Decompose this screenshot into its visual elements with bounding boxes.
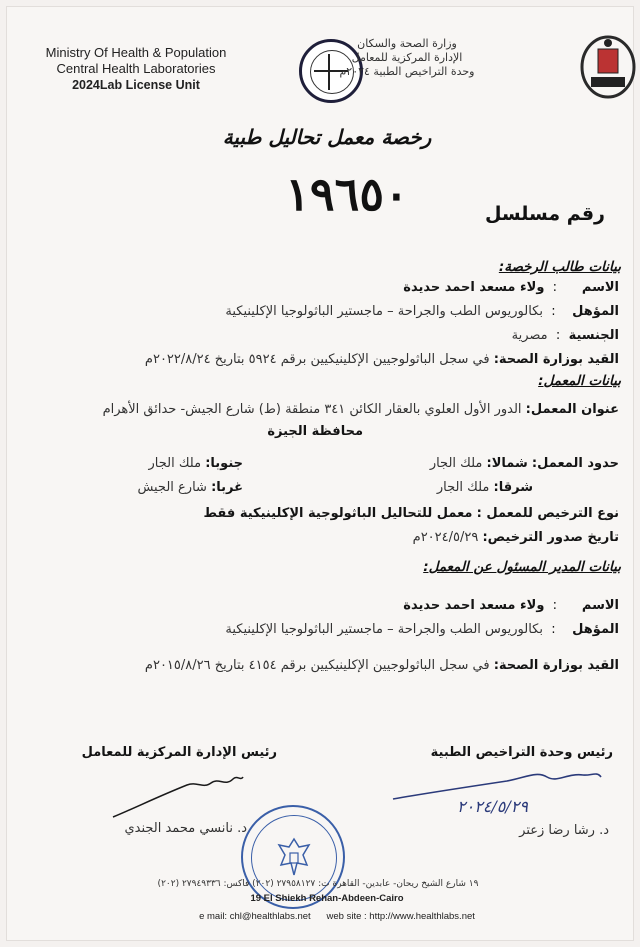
director-registration-value: في سجل الباثولوجيين الإكلينيكيين برقم ٤١٥٤ بتاريخ ٢٠١٥/٨/٢٦م xyxy=(144,658,490,673)
applicant-qual-label: المؤهل xyxy=(572,304,619,319)
lab-governorate: محافظة الجيزة xyxy=(267,424,363,439)
applicant-qual-value: بكالوريوس الطب والجراحة – ماجستير الباثولوجيا الإكلينيكية xyxy=(225,304,543,319)
director-name-label: الاسم xyxy=(581,598,619,613)
left-signatory-title: رئيس الإدارة المركزية للمعامل xyxy=(81,745,277,760)
right-signatory-title: رئيس وحدة التراخيص الطبية xyxy=(430,745,613,760)
license-date-row xyxy=(19,529,619,547)
applicant-name-value: ولاء مسعد احمد حديدة xyxy=(403,280,545,295)
unit-label: Lab License Unit xyxy=(99,78,200,92)
director-registration-label: القيد بوزارة الصحة: xyxy=(493,658,619,673)
lab-bounds-label: حدود المعمل: xyxy=(531,456,619,471)
document-title: رخصة معمل تحاليل طبية xyxy=(222,125,432,149)
applicant-registration-row xyxy=(19,351,619,369)
unit-name-ar: وحدة التراخيص الطبية ٢٠٢٤م xyxy=(339,65,475,78)
south-value: ملك الجار xyxy=(148,456,202,471)
license-date-value: ٢٠٢٤/٥/٢٩م xyxy=(412,530,479,545)
right-signature-date: ٢٠٢٤/٥/٢٩ xyxy=(457,797,528,816)
footer-website[interactable]: web site : http://www.healthlabs.net xyxy=(326,911,475,922)
south-label: جنوبا: xyxy=(205,456,243,471)
applicant-name-label: الاسم xyxy=(581,280,619,295)
unit-name-en xyxy=(41,77,231,93)
lab-address-label: عنوان المعمل: xyxy=(525,402,619,417)
director-qual-row: المؤهل : بكالوريوس الطب والجراحة – ماجستير الباثولوجيا الإكلينيكية xyxy=(225,622,619,637)
license-type-value: معمل للتحاليل الباثولوجية الإكلينيكية فقط xyxy=(203,506,473,521)
director-name-row: الاسم : ولاء مسعد احمد حديدة xyxy=(403,598,619,613)
west-label: غربا: xyxy=(211,480,243,495)
applicant-name-row: الاسم : ولاء مسعد احمد حديدة xyxy=(403,280,619,295)
lab-address-row xyxy=(19,401,619,419)
arabic-header xyxy=(297,37,517,79)
central-labs-en: Central Health Laboratories xyxy=(56,61,216,76)
english-header xyxy=(41,45,231,93)
header-year: 2024 xyxy=(72,78,100,92)
serial-label: رقم مسلسل xyxy=(484,203,605,225)
director-qual-value: بكالوريوس الطب والجراحة – ماجستير الباثولوجيا الإكلينيكية xyxy=(225,622,543,637)
eagle-emblem-icon xyxy=(277,837,311,877)
north-label: شمالا: xyxy=(486,456,528,471)
applicant-qual-row: المؤهل : بكالوريوس الطب والجراحة – ماجستير الباثولوجيا الإكلينيكية xyxy=(225,304,619,319)
footer-contacts xyxy=(137,911,537,922)
director-registration-row xyxy=(19,657,619,675)
east-value: ملك الجار xyxy=(436,480,490,495)
left-signature-icon xyxy=(107,771,247,823)
lab-south-row xyxy=(23,455,243,473)
director-qual-label: المؤهل xyxy=(572,622,619,637)
west-value: شارع الجيش xyxy=(137,480,207,495)
license-date-label: تاريخ صدور الترخيص: xyxy=(482,530,619,545)
lab-section-title: بيانات المعمل: xyxy=(538,373,621,389)
applicant-registration-label: القيد بوزارة الصحة: xyxy=(493,352,619,367)
applicant-section-title: بيانات طالب الرخصة: xyxy=(498,259,621,275)
director-name-value: ولاء مسعد احمد حديدة xyxy=(403,598,545,613)
central-admin-ar: الإدارة المركزية للمعامل xyxy=(351,51,463,64)
license-document xyxy=(6,6,634,941)
lab-governorate-row xyxy=(23,423,363,441)
license-type-label: نوع الترخيص للمعمل : xyxy=(476,506,619,521)
north-value: ملك الجار xyxy=(429,456,483,471)
right-signatory-name: د. رشا رضا زعتر xyxy=(519,823,609,838)
lab-east-row xyxy=(233,479,533,497)
director-section-title: بيانات المدير المسئول عن المعمل: xyxy=(423,559,621,575)
ministry-name-ar: وزارة الصحة والسكان xyxy=(357,37,457,50)
left-signatory-name: د. نانسي محمد الجندي xyxy=(124,821,247,836)
footer-english-address: 19 El Shiekh Rehan-Abdeen-Cairo xyxy=(250,893,404,904)
applicant-registration-value: في سجل الباثولوجيين الإكلينيكيين برقم ٥٩٢٤ بتاريخ ٢٠٢٢/٨/٢٤م xyxy=(144,352,490,367)
applicant-nationality-label: الجنسية xyxy=(568,328,619,343)
license-type-row xyxy=(19,505,619,523)
applicant-nationality-row: الجنسية : مصرية xyxy=(511,328,619,343)
serial-number: ١٩٦٥٠ xyxy=(285,167,409,221)
ministry-emblem-icon xyxy=(579,31,637,99)
footer-arabic-address: ١٩ شارع الشيخ ريحان- عابدين- القاهرة ت: ٢٧٩٥٨١٢٧ (٢٠٢) فاكس: ٢٧٩٤٩٣٣٦ (٢٠٢) xyxy=(157,879,479,889)
ministry-name-en: Ministry Of Health & Population xyxy=(45,45,227,60)
applicant-nationality-value: مصرية xyxy=(511,328,548,343)
footer-email[interactable]: e mail: chl@healthlabs.net xyxy=(199,911,311,922)
lab-west-row xyxy=(23,479,243,497)
east-label: شرقا: xyxy=(493,480,533,495)
lab-address-value: الدور الأول العلوي بالعقار الكائن ٣٤١ منطقة (ط) شارع الجيش- حدائق الأهرام xyxy=(102,402,522,417)
